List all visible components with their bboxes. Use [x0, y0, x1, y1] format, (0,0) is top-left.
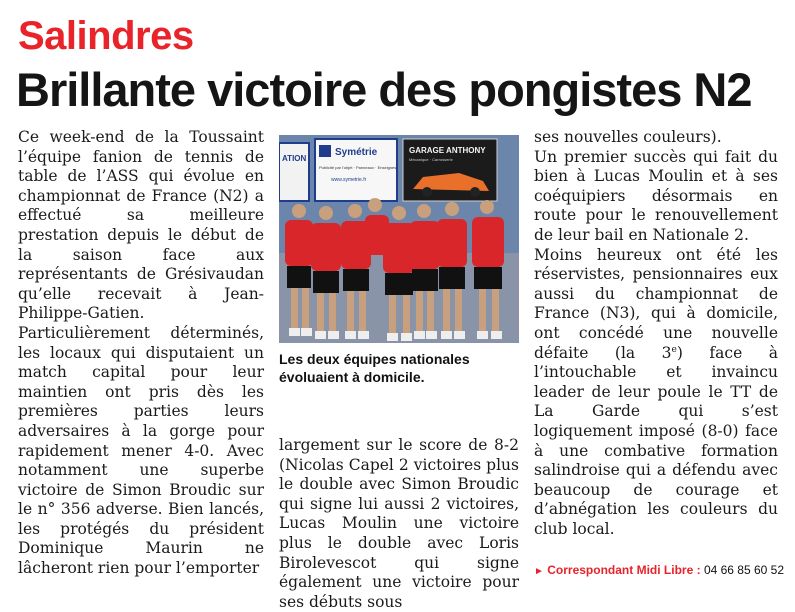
- article-column-2: [279, 436, 519, 612]
- paragraph: Particulièrement déterminés, les locaux qui disputaient un match capital pour leur maintien ont pris dès les premières parties leurs adversaires à la gorge pour rapidement mener 4-0. Avec notamment une superbe victoire de Simon Broudic sur le n° 356 adverse. Bien lancés, les protégés du président Dominique Maurin ne lâcheront rien pour l’emporter: [18, 323, 264, 578]
- paragraph: Ce week-end de la Toussaint l’équipe fanion de tennis de table de l’ASS qui évolue en championnat de France (N2) a effectué sa meilleure prestation depuis le début de la saison face aux représentants de Grésivaudan qu’elle recevait à Jean-Philippe-Gatien.: [18, 128, 264, 323]
- banner-center-sub: Publicité par l'objet · Panneaux · Enseignes: [319, 165, 397, 170]
- credit-label: Correspondant Midi Libre :: [547, 563, 701, 577]
- article-column-1: [18, 128, 264, 579]
- banner-left-text: ATION: [282, 154, 307, 163]
- paragraph: Un premier succès qui fait du bien à Lucas Moulin et à ses coéquipiers désormais en route pour le renouvellement de leur bail en Nationale 2.: [534, 147, 778, 244]
- banner-right-title: GARAGE ANTHONY: [409, 146, 486, 155]
- paragraph: ses nouvelles couleurs).: [534, 128, 722, 146]
- paragraph-part: Moins heureux ont été les réservistes, pensionnaires eux aussi du championnat de France (N3), qui à domicile, ont concédé une nouvelle défaite (la 3: [534, 245, 778, 362]
- superscript: e: [671, 344, 677, 355]
- arrow-icon: ►: [534, 566, 544, 577]
- article-headline: Brillante victoire des pongistes N2: [16, 63, 752, 116]
- team-photo-illustration: [279, 135, 519, 343]
- banner-center-url: www.symetrie.fr: [331, 177, 367, 183]
- banner-right-sub: Mécanique · Carrosserie: [409, 157, 453, 162]
- credit-phone: 04 66 85 60 52: [703, 563, 785, 577]
- paragraph: largement sur le score de 8-2 (Nicolas Capel 2 victoires plus le double avec Simon Broudic qui signe lui aussi 2 victoires, Lucas Moulin une victoire plus le double avec Loris Birolevescot qui signe également une victoire pour ses débuts sous: [279, 436, 519, 611]
- paragraph: [534, 246, 778, 540]
- team-photo: [279, 135, 519, 343]
- article-column-3: [534, 128, 778, 539]
- banner-center-title: Symétrie: [335, 147, 378, 158]
- photo-caption: Les deux équipes nationales évoluaient à domicile.: [279, 351, 470, 385]
- article-kicker: Salindres: [18, 14, 194, 58]
- paragraph-part: ) face à l’intouchable et invaincu leader de leur poule le TT de La Garde qui s’est logiquement imposé (8-0) face à une combative formation salindroise qui a défendu avec beaucoup de courage et d’abnégation les couleurs du club local.: [534, 343, 778, 538]
- correspondent-credit: [534, 562, 784, 580]
